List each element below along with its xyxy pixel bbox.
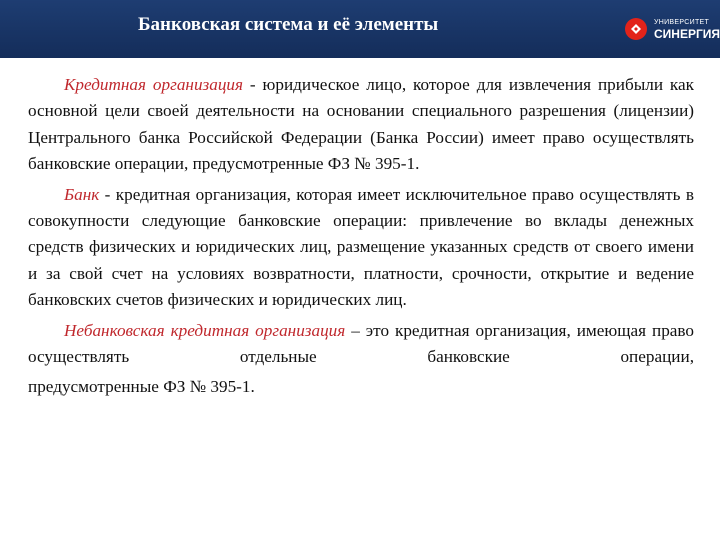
page-title: Банковская система и её элементы <box>138 14 439 35</box>
university-logo <box>624 16 720 42</box>
definition-nonbank-credit-organization: – это кредитная организация, имеющая право осуществлять отдельные банковские операции, <box>28 320 695 367</box>
term-bank: Банк <box>64 184 100 204</box>
definition-bank: - кредитная организация, которая имеет исключительное право осуществлять в совокупности следующие банковские операции: привлечение во вклады денежных средств физических и юридических лиц, размещение указанных средств от своего имени и за свой счет на условиях возвратности, платности, срочности, открытие и ведение банковских счетов физических и юридических лиц. <box>28 184 694 310</box>
header-bar <box>0 0 720 58</box>
synergy-logo-icon <box>624 17 648 41</box>
term-nonbank-credit-organization: Небанковская кредитная организация <box>64 320 346 340</box>
definition-nonbank-last-line: предусмотренные ФЗ № 395-1. <box>28 377 255 397</box>
content-body <box>28 72 694 401</box>
logo-top-text: УНИВЕРСИТЕТ <box>654 18 710 26</box>
logo-main-text: СИНЕРГИЯ <box>654 26 720 41</box>
paragraph-bank <box>28 182 694 314</box>
paragraph-credit-organization <box>28 72 694 178</box>
definition-credit-organization: - юридическое лицо, которое для извлечения прибыли как основной цели своей деятельности на основании специального разрешения (лицензии) Центрального банка Российской Федерации (Банка России) имеет право осуществлять банковские операции, предусмотренные ФЗ № 395-1. <box>28 75 694 174</box>
term-credit-organization: Кредитная организация <box>64 75 244 94</box>
paragraph-nonbank-credit-organization <box>28 318 694 371</box>
